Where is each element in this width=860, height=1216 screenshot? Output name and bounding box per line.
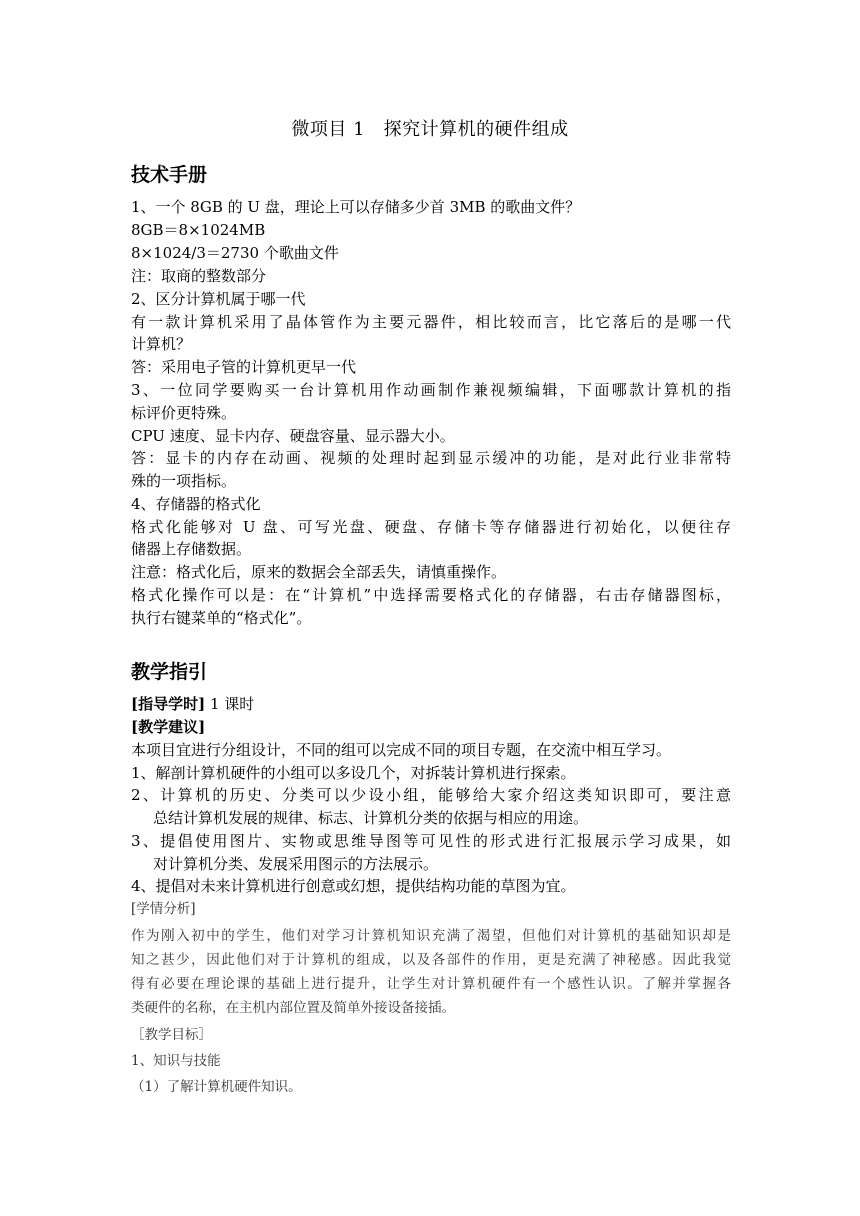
advice-line: 1、解剖计算机硬件的小组可以多设几个，对拆装计算机进行探索。 (131, 764, 576, 782)
advice-line: 对计算机分类、发展采用图示的方法展示。 (153, 855, 439, 873)
analysis-line: 得有必要在理论课的基础上进行提升，让学生对计算机硬件有一个感性认识。了解并掌握各 (131, 976, 731, 992)
advice-line: 4、提倡对未来计算机进行创意或幻想，提供结构功能的草图为宜。 (131, 877, 576, 895)
paragraph-line: 有一款计算机采用了晶体管作为主要元器件，相比较而言，比它落后的是哪一代 (131, 313, 731, 331)
paragraph-line: 8×1024/3＝2730 个歌曲文件 (131, 244, 339, 262)
analysis-line: 类硬件的名称，在主机内部位置及简单外接设备接插。 (131, 1000, 455, 1016)
paragraph-line: 答：显卡的内存在动画、视频的处理时起到显示缓冲的功能，是对此行业非常特 (131, 449, 731, 467)
advice-line: 2、计算机的历史、分类可以少设小组，能够给大家介绍这类知识即可，要注意 (131, 786, 731, 804)
analysis-line: 知之甚少，因此他们对于计算机的组成，以及各部件的作用，更是充满了神秘感。因此我觉 (131, 952, 731, 968)
paragraph-line: 格式化操作可以是：在“计算机”中选择需要格式化的存储器，右击存储器图标， (131, 586, 731, 604)
paragraph-line: 储器上存储数据。 (131, 540, 252, 558)
hours-label: [指导学时] (131, 695, 206, 713)
goals-label: ［教学目标］ (131, 1027, 212, 1043)
section-heading-teaching: 教学指引 (131, 661, 208, 683)
paragraph-line: 标评价更特殊。 (131, 404, 237, 422)
analysis-line: 作为刚入初中的学生，他们对学习计算机知识充满了渴望，但他们对计算机的基础知识却是 (131, 928, 731, 944)
hours-line (131, 693, 731, 715)
paragraph-line: 8GB＝8×1024MB (131, 221, 266, 239)
section-heading-tech-manual: 技术手册 (131, 164, 208, 186)
goals-line: 1、知识与技能 (131, 1053, 221, 1069)
paragraph-line: 答：采用电子管的计算机更早一代 (131, 358, 357, 376)
paragraph-line: CPU 速度、显卡内存、硬盘容量、显示器大小。 (131, 427, 455, 445)
advice-line: 3、提倡使用图片、实物或思维导图等可见性的形式进行汇报展示学习成果，如 (131, 832, 731, 850)
advice-line: 本项目宜进行分组设计，不同的组可以完成不同的项目专题，在交流中相互学习。 (131, 741, 672, 759)
paragraph-line: 注：取商的整数部分 (131, 267, 267, 285)
paragraph-line: 1、一个 8GB 的 U 盘，理论上可以存储多少首 3MB 的歌曲文件？ (131, 198, 581, 216)
goals-line: （1）了解计算机硬件知识。 (131, 1079, 302, 1095)
paragraph-line: 殊的一项指标。 (131, 472, 237, 490)
hours-value: 1 课时 (205, 695, 255, 713)
paragraph-line: 4、存储器的格式化 (131, 495, 261, 513)
paragraph-line: 3、一位同学要购买一台计算机用作动画制作兼视频编辑，下面哪款计算机的指 (131, 381, 731, 399)
paragraph-line: 格式化能够对 U 盘、可写光盘、硬盘、存储卡等存储器进行初始化，以便往存 (131, 518, 731, 536)
advice-label: [教学建议] (131, 718, 206, 736)
paragraph-line: 执行右键菜单的“格式化”。 (131, 609, 312, 627)
page-title: 微项目 1 探究计算机的硬件组成 (291, 119, 569, 140)
paragraph-line: 计算机？ (131, 335, 192, 353)
paragraph-line: 注意：格式化后，原来的数据会全部丢失，请慎重操作。 (131, 563, 507, 581)
analysis-label: [学情分析] (131, 901, 196, 917)
paragraph-line: 2、区分计算机属于哪一代 (131, 290, 306, 308)
advice-line: 总结计算机发展的规律、标志、计算机分类的依据与相应的用途。 (153, 809, 589, 827)
